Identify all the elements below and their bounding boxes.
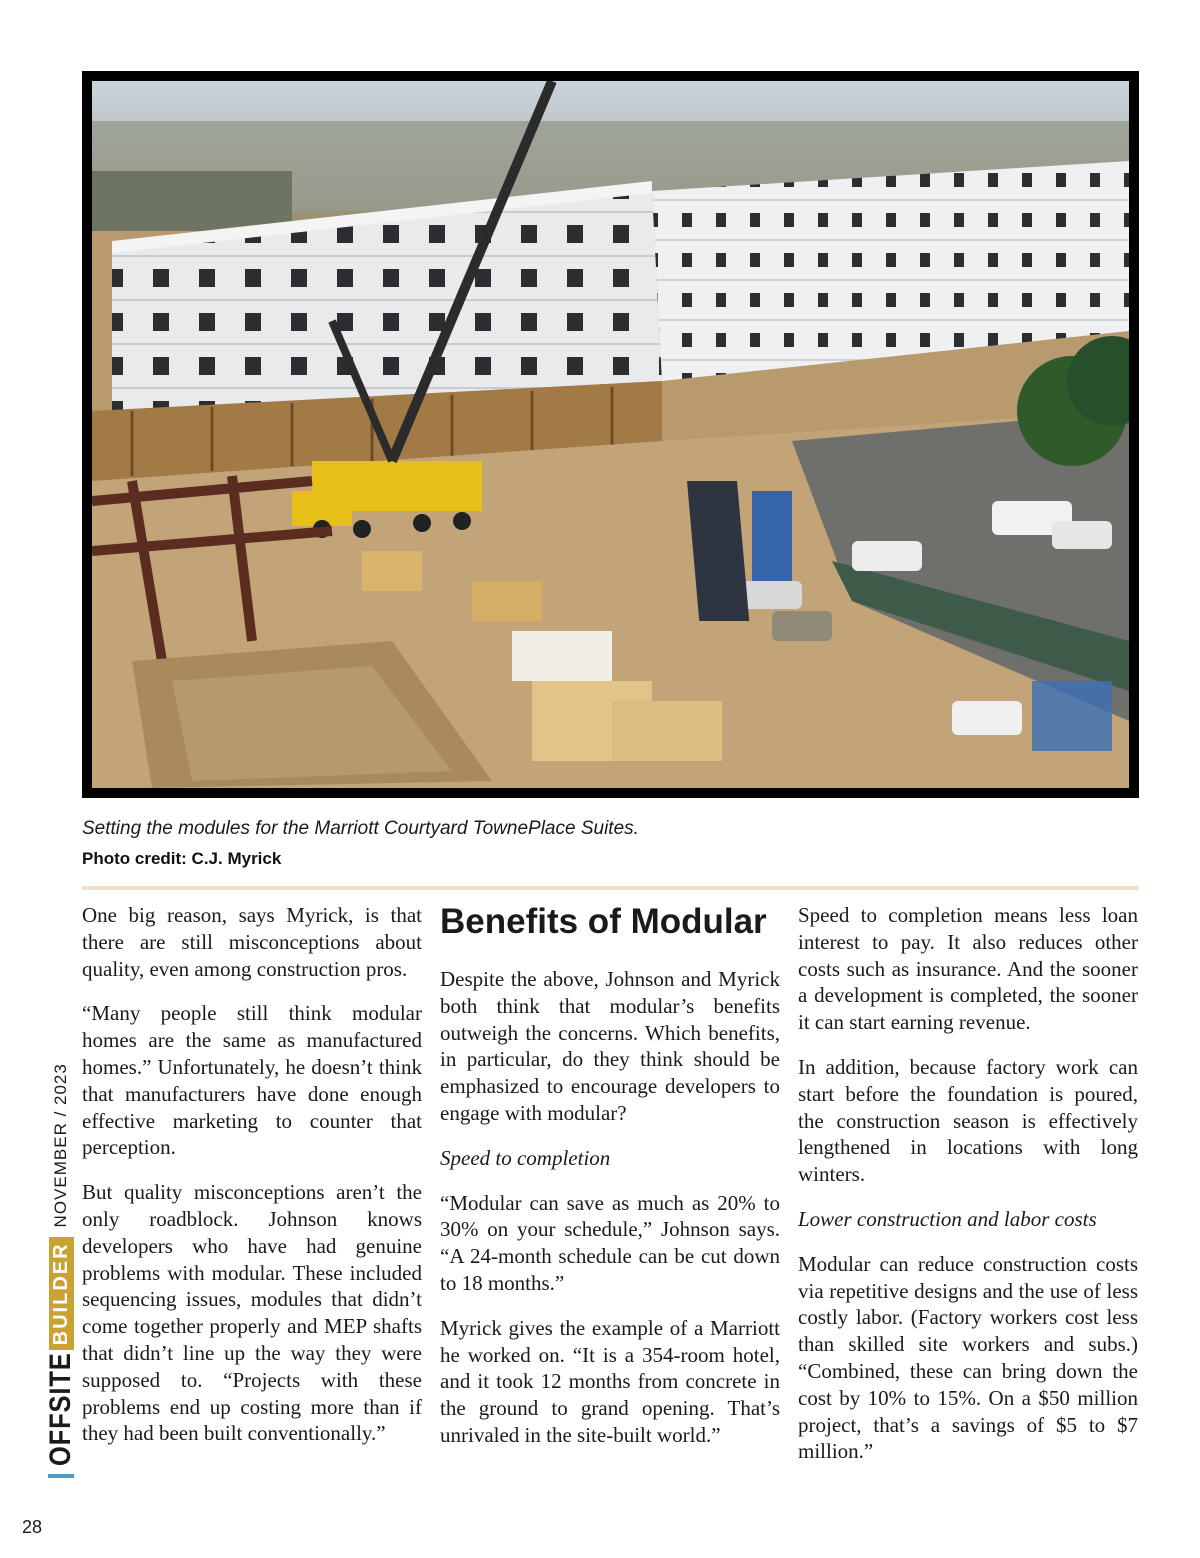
paragraph: One big reason, says Myrick, is that there are still misconceptions about quality, even among construction pros. bbox=[82, 903, 422, 981]
accent-bar bbox=[48, 1474, 74, 1478]
article-column-3 bbox=[798, 902, 1138, 1483]
magazine-sidebar-label bbox=[44, 858, 78, 1478]
paragraph: “Modular can save as much as 20% to 30% on your schedule,” Johnson says. “A 24-month schedule can be cut down to 18 months.” bbox=[440, 1190, 780, 1295]
section-divider bbox=[82, 886, 1139, 890]
paragraph: “Many people still think modular homes are the same as manufactured homes.” Unfortunately, he doesn’t think that manufacturers have done enough effective marketing to counter that perception. bbox=[82, 1001, 422, 1160]
photo-caption: Setting the modules for the Marriott Courtyard TownePlace Suites. bbox=[82, 818, 639, 839]
paragraph: But quality misconceptions aren’t the only roadblock. Johnson knows developers who have had genuine problems with modular. These included sequencing issues, modules that didn’t come together properly and MEP shafts that didn’t line up the way they were supposed to. “Projects with these problems end up costing more than if they had been built conventionally.” bbox=[82, 1180, 422, 1446]
construction-site-illustration bbox=[92, 81, 1129, 788]
paragraph: Speed to completion means less loan interest to pay. It also reduces other costs such as insurance. And the sooner a development is completed, the sooner it can start earning revenue. bbox=[798, 903, 1138, 1035]
magazine-name-builder: BUILDER bbox=[49, 1237, 74, 1350]
paragraph: Despite the above, Johnson and Myrick both think that modular’s benefits outweigh the concerns. Which benefits, in particular, do they think should be emphasized to encourage developers to engage with modular? bbox=[440, 967, 780, 1125]
article-column-1 bbox=[82, 902, 422, 1465]
photo-credit: Photo credit: C.J. Myrick bbox=[82, 849, 282, 868]
paragraph: Modular can reduce construction costs via repetitive designs and the use of less costly labor. (Factory workers cost less than skilled site workers and subs.) “Combined, these can bring down the cost by 10% to 15%. On a $50 million project, that’s a savings of $5 to $7 million.” bbox=[798, 1251, 1138, 1464]
magazine-name-offsite: OFFSITE bbox=[44, 1352, 77, 1466]
paragraph: Myrick gives the example of a Marriott he worked on. “It is a 354-room hotel, and it took 12 months from concrete in the ground to grand opening. That’s unrivaled in the site-built world.” bbox=[440, 1315, 780, 1447]
construction-photo bbox=[82, 71, 1139, 798]
issue-date: NOVEMBER / 2023 bbox=[51, 1063, 70, 1228]
paragraph: In addition, because factory work can start before the foundation is poured, the construction season is effectively lengthened in locations with long winters. bbox=[798, 1054, 1138, 1187]
subheading: Speed to completion bbox=[440, 1145, 611, 1170]
article-column-2 bbox=[440, 902, 780, 1467]
section-heading: Benefits of Modular bbox=[440, 902, 767, 941]
page-number: 28 bbox=[22, 1517, 43, 1537]
subheading: Lower construction and labor costs bbox=[798, 1206, 1097, 1231]
